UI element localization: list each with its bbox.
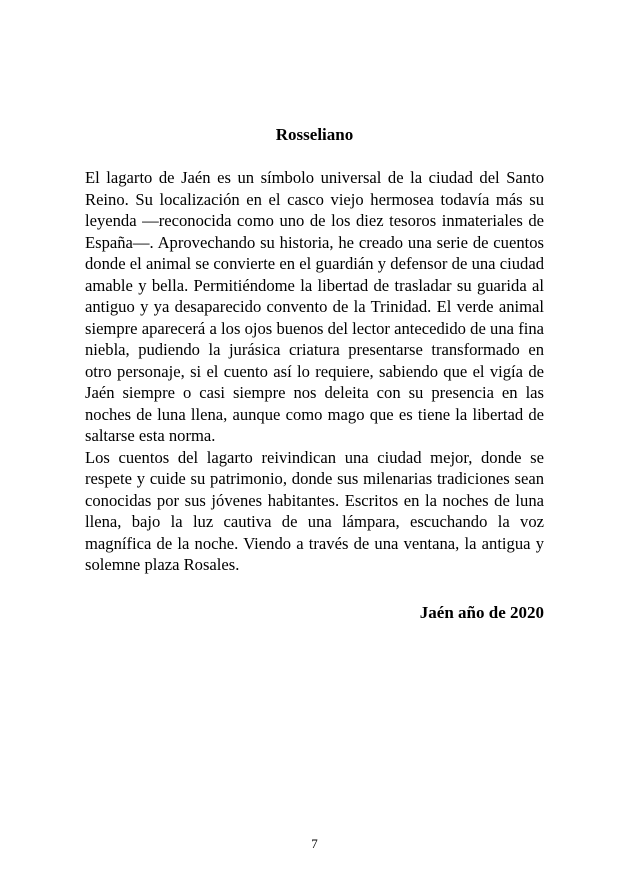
page-number: 7 (311, 836, 318, 851)
paragraph-1: El lagarto de Jaén es un símbolo universal de la ciudad del Santo Reino. Su localización en el casco viejo hermosea todavía más su leyenda —reconocida como uno de los diez tesoros inmateriales de España—. Aprovechando su historia, he creado una serie de cuentos donde el animal se convierte en el guardián y defensor de una ciudad amable y bella. Permitiéndome la libertad de trasladar su guarida al antiguo y ya desaparecido convento de la Trinidad. El verde animal siempre aparecerá a los ojos buenos del lector antecedido de una fina niebla, pudiendo la jurásica criatura presentarse transformado en otro personaje, si el cuento así lo requiere, sabiendo que el vigía de Jaén siempre o casi siempre nos deleita con su presencia en las noches de luna llena, aunque como mago que es tiene la libertad de saltarse esta norma. (85, 168, 544, 445)
document-body (85, 167, 544, 576)
signature-line: Jaén año de 2020 (419, 603, 544, 622)
paragraph-2: Los cuentos del lagarto reivindican una ciudad mejor, donde se respete y cuide su patrimonio, donde sus milenarias tradiciones sean conocidas por sus jóvenes habitantes. Escritos en la noches de luna llena, bajo la luz cautiva de una lámpara, escuchando la voz magnífica de la noche. Viendo a través de una ventana, la antigua y solemne plaza Rosales. (85, 447, 544, 574)
document-title: Rosseliano (275, 125, 354, 144)
